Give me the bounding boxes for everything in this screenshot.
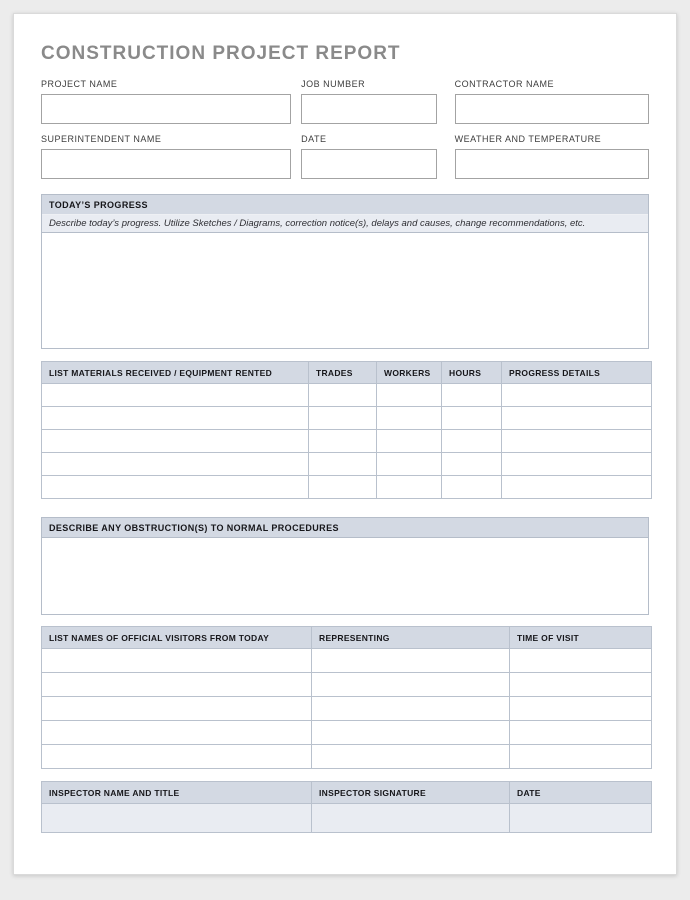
todays-progress-header: TODAY’S PROGRESS [42,195,648,215]
visitors-table-row [42,649,652,673]
inspector-name-col-header: INSPECTOR NAME AND TITLE [42,782,312,804]
table-cell[interactable] [510,673,652,697]
table-cell[interactable] [42,745,312,769]
trades-col-header: TRADES [309,362,377,384]
field-project-name [41,79,291,124]
materials-equipment-table [41,361,652,499]
table-cell[interactable] [377,476,442,499]
materials-table-row [42,453,652,476]
table-cell[interactable] [309,453,377,476]
date-input[interactable] [301,149,437,179]
materials-table-header [42,362,652,384]
table-cell[interactable] [312,745,510,769]
todays-progress-hint: Describe today’s progress. Utilize Sketches / Diagrams, correction notice(s), delays and causes, change recommendations, etc. [42,215,648,233]
table-cell[interactable] [42,673,312,697]
table-cell[interactable] [309,407,377,430]
materials-table-row [42,476,652,499]
info-fields-row-1 [41,79,649,124]
visitors-table-row [42,673,652,697]
table-cell[interactable] [377,453,442,476]
table-cell[interactable] [442,453,502,476]
visitor-names-col-header: LIST NAMES OF OFFICIAL VISITORS FROM TODAY [42,627,312,649]
table-cell[interactable] [312,697,510,721]
visitors-table-header [42,627,652,649]
table-cell[interactable] [42,476,309,499]
materials-table-row [42,407,652,430]
project-name-label: PROJECT NAME [41,79,118,89]
table-cell[interactable] [442,384,502,407]
materials-table-row [42,384,652,407]
weather-temperature-label: WEATHER AND TEMPERATURE [454,134,602,144]
inspector-table-header [42,782,652,804]
project-name-input[interactable] [41,94,291,124]
hours-col-header: HOURS [442,362,502,384]
table-cell[interactable] [510,721,652,745]
representing-col-header: REPRESENTING [312,627,510,649]
official-visitors-table [41,626,652,769]
superintendent-name-input[interactable] [41,149,291,179]
weather-temperature-input[interactable] [455,149,649,179]
table-cell[interactable] [510,649,652,673]
materials-table-row [42,430,652,453]
table-cell[interactable] [312,804,510,833]
table-cell[interactable] [309,476,377,499]
obstructions-header: DESCRIBE ANY OBSTRUCTION(S) TO NORMAL PROCEDURES [42,518,648,538]
inspector-signature-col-header: INSPECTOR SIGNATURE [312,782,510,804]
table-cell[interactable] [442,430,502,453]
table-cell[interactable] [510,697,652,721]
inspector-table-row [42,804,652,833]
page-title: CONSTRUCTION PROJECT REPORT [41,43,401,64]
document-page [13,13,677,875]
field-superintendent-name [41,134,291,179]
table-cell[interactable] [309,430,377,453]
inspector-date-col-header: DATE [510,782,652,804]
field-contractor-name [455,79,649,124]
info-fields-row-2 [41,134,649,179]
obstructions-section [41,517,649,615]
table-cell[interactable] [42,430,309,453]
table-cell[interactable] [42,721,312,745]
field-weather-temperature [455,134,649,179]
date-label: DATE [301,134,327,144]
progress-details-col-header: PROGRESS DETAILS [502,362,652,384]
visitors-table-row [42,721,652,745]
table-cell[interactable] [442,476,502,499]
job-number-label: JOB NUMBER [301,79,366,89]
todays-progress-textarea[interactable] [42,233,648,348]
contractor-name-label: CONTRACTOR NAME [454,79,555,89]
time-of-visit-col-header: TIME OF VISIT [510,627,652,649]
table-cell[interactable] [502,384,652,407]
field-date [301,134,437,179]
table-cell[interactable] [312,649,510,673]
workers-col-header: WORKERS [377,362,442,384]
table-cell[interactable] [377,407,442,430]
table-cell[interactable] [42,649,312,673]
table-cell[interactable] [42,453,309,476]
materials-col-header: LIST MATERIALS RECEIVED / EQUIPMENT RENTED [42,362,309,384]
table-cell[interactable] [309,384,377,407]
table-cell[interactable] [510,804,652,833]
contractor-name-input[interactable] [455,94,649,124]
table-cell[interactable] [377,384,442,407]
visitors-table-row [42,745,652,769]
superintendent-name-label: SUPERINTENDENT NAME [41,134,162,144]
table-cell[interactable] [502,476,652,499]
table-cell[interactable] [502,407,652,430]
job-number-input[interactable] [301,94,437,124]
table-cell[interactable] [312,721,510,745]
table-cell[interactable] [442,407,502,430]
table-cell[interactable] [42,407,309,430]
table-cell[interactable] [510,745,652,769]
table-cell[interactable] [42,384,309,407]
inspector-signoff-table [41,781,652,833]
todays-progress-section [41,194,649,349]
table-cell[interactable] [312,673,510,697]
table-cell[interactable] [502,453,652,476]
table-cell[interactable] [377,430,442,453]
obstructions-textarea[interactable] [42,538,648,614]
table-cell[interactable] [42,697,312,721]
table-cell[interactable] [42,804,312,833]
field-job-number [301,79,437,124]
visitors-table-row [42,697,652,721]
table-cell[interactable] [502,430,652,453]
